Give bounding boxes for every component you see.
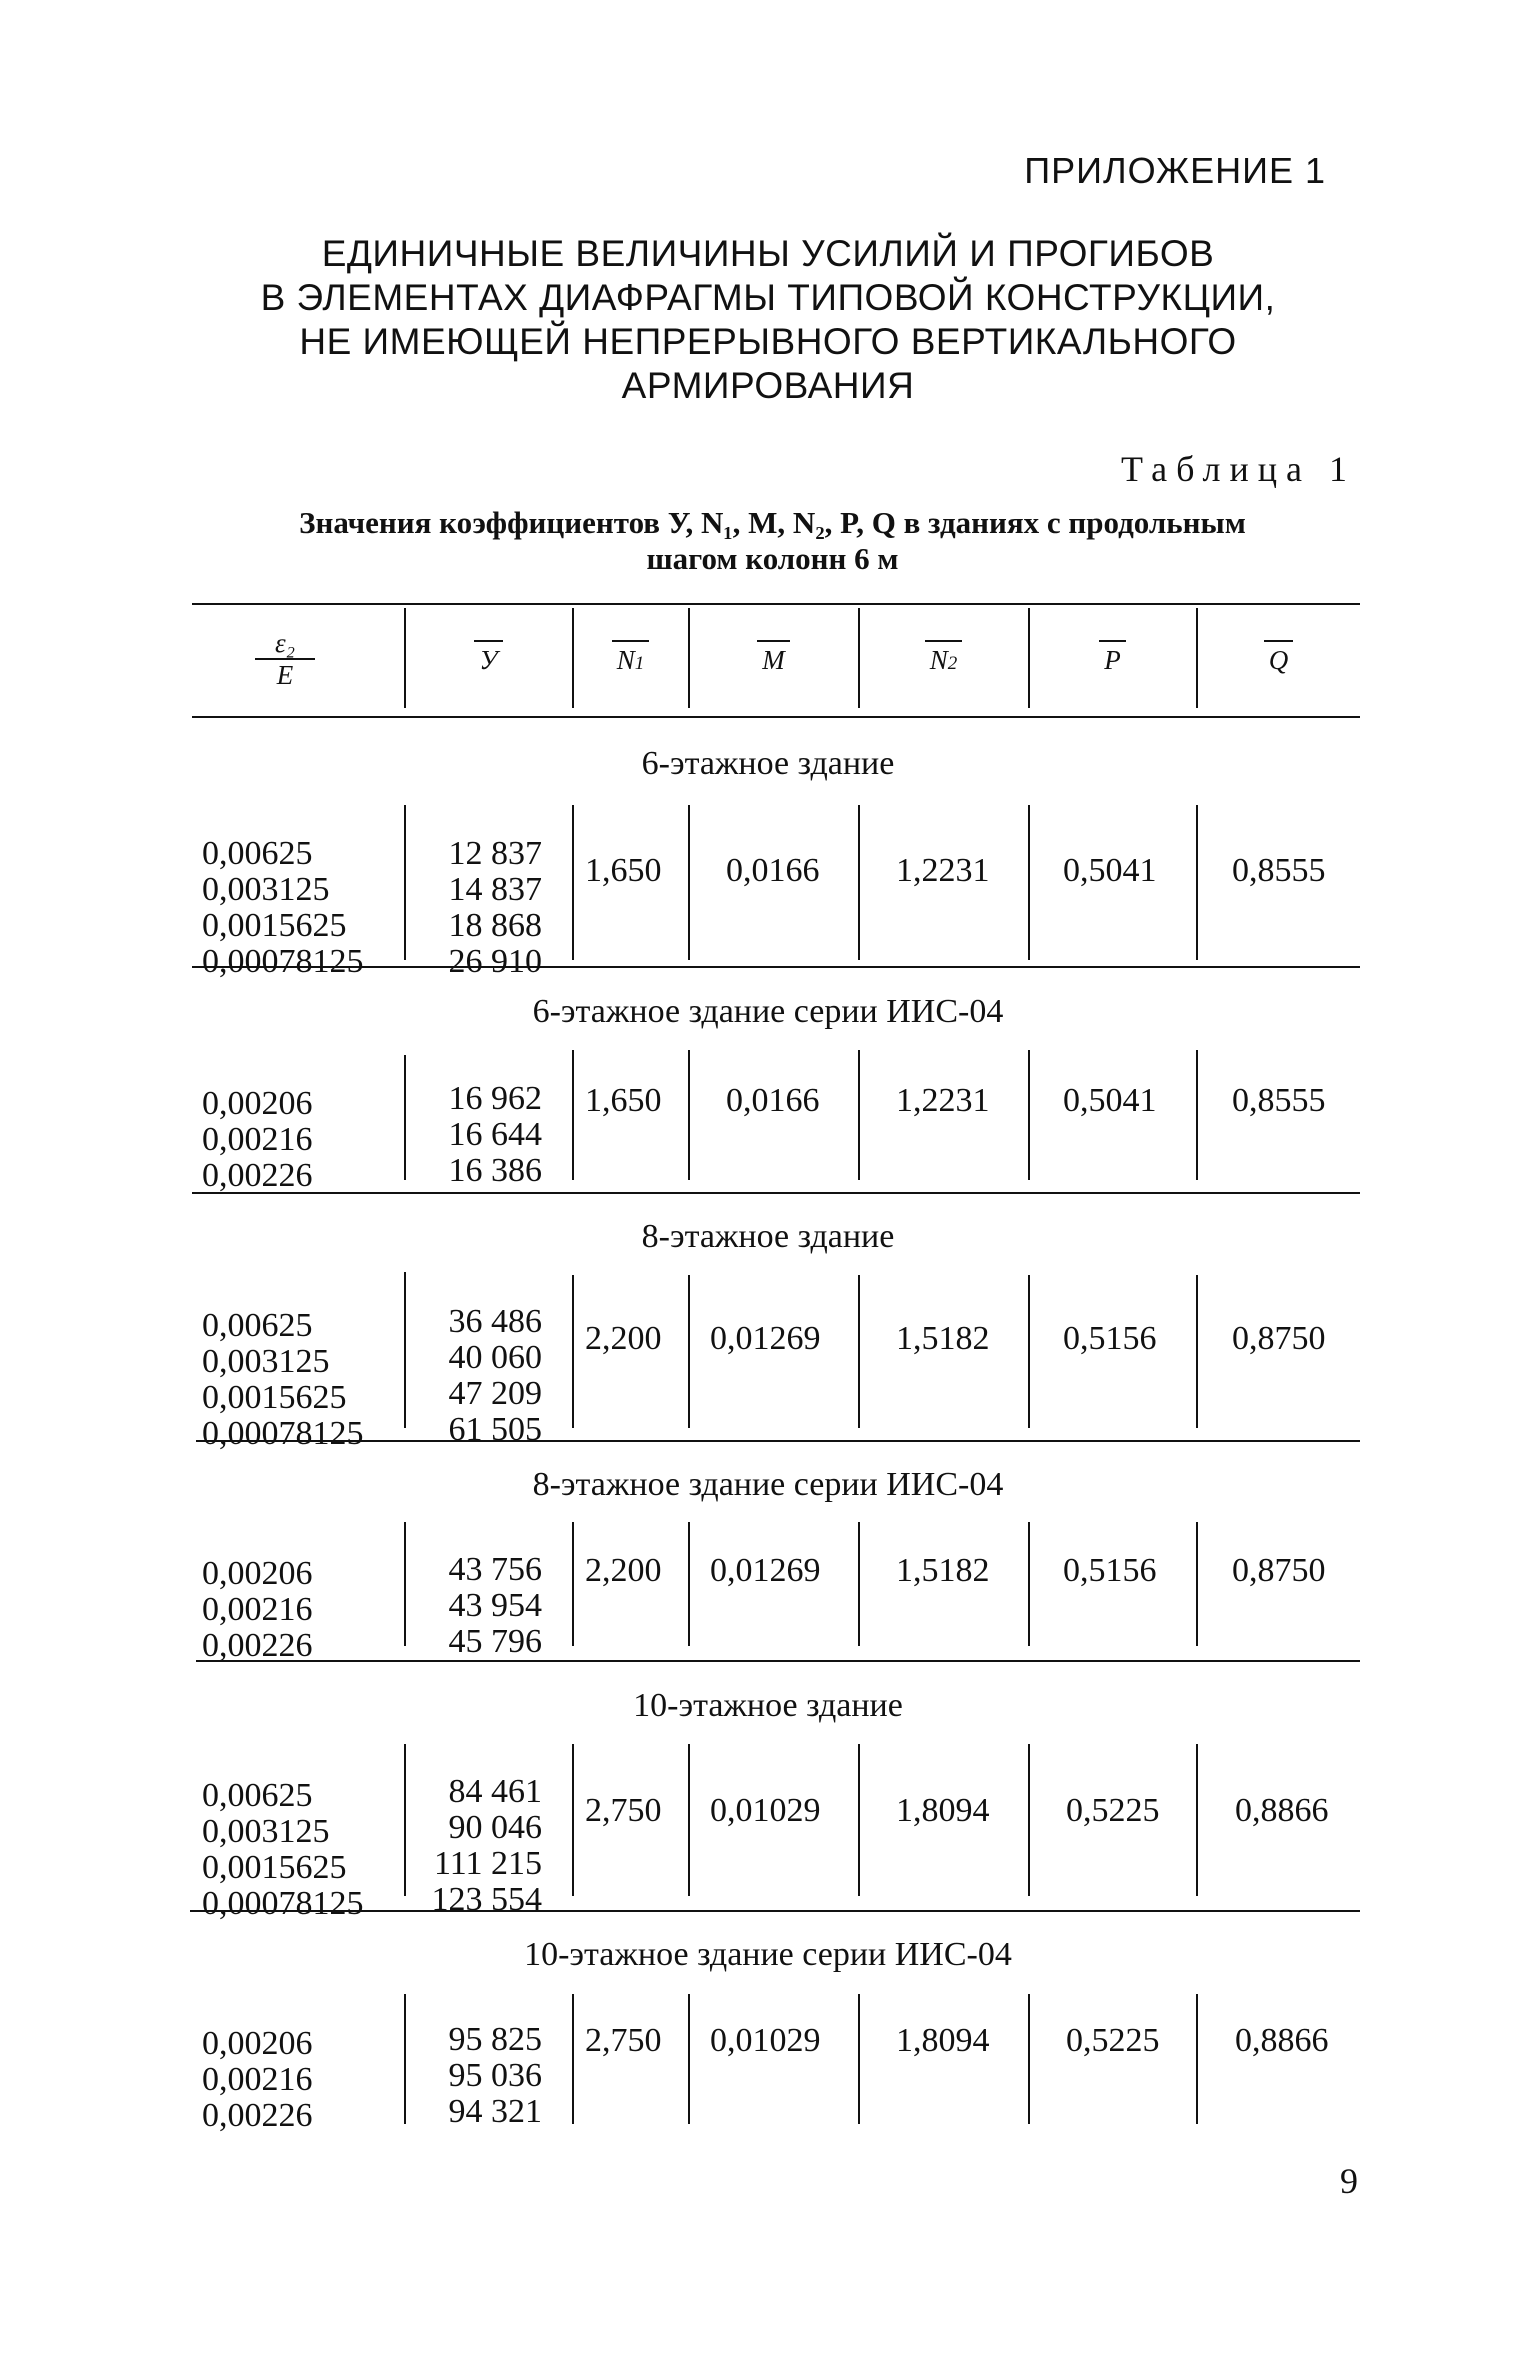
q-value: 0,8750: [1232, 1320, 1326, 1357]
section-title: 8-этажное здание серии ИИС-04: [532, 1466, 1004, 1503]
section-rule: [196, 1660, 1360, 1662]
column-divider: [404, 1055, 406, 1180]
eps-values: [202, 1990, 313, 2170]
n1-value: 1,650: [585, 852, 662, 889]
y-value: 12 837: [448, 835, 542, 872]
eps-values: [202, 1272, 364, 1488]
y-value: 47 209: [448, 1375, 542, 1412]
header-q: Q: [1197, 640, 1360, 676]
y-values: [412, 800, 542, 1016]
y-value: 90 046: [448, 1809, 542, 1846]
column-divider: [404, 1744, 406, 1896]
m-value: 0,0166: [726, 1082, 820, 1119]
eps-value: 0,00206: [202, 1085, 313, 1122]
y-value: 94 321: [448, 2093, 542, 2130]
title-line: ЕДИНИЧНЫЕ ВЕЛИЧИНЫ УСИЛИЙ И ПРОГИБОВ: [321, 233, 1215, 274]
eps-value: 0,00625: [202, 1777, 313, 1814]
title-line: АРМИРОВАНИЯ: [621, 365, 915, 406]
n2-value: 1,5182: [896, 1552, 990, 1589]
title-line: В ЭЛЕМЕНТАХ ДИАФРАГМЫ ТИПОВОЙ КОНСТРУКЦИИ,: [260, 277, 1276, 318]
caption-line: шагом колонн 6 м: [646, 541, 899, 576]
y-value: 111 215: [434, 1845, 542, 1882]
y-value: 26 910: [448, 943, 542, 980]
p-value: 0,5225: [1066, 2022, 1160, 2059]
eps-values: [202, 1050, 313, 1230]
eps-value: 0,00216: [202, 1121, 313, 1158]
column-divider: [404, 805, 406, 960]
title-line: НЕ ИМЕЮЩЕЙ НЕПРЕРЫВНОГО ВЕРТИКАЛЬНОГО: [299, 321, 1237, 362]
column-divider: [688, 805, 690, 960]
eps-denominator: E: [276, 660, 294, 690]
eps-value: 0,00625: [202, 1307, 313, 1344]
column-divider: [688, 1994, 690, 2124]
eps-value: 0,0015625: [202, 1379, 347, 1416]
y-value: 123 554: [431, 1881, 542, 1918]
column-divider: [404, 1272, 406, 1428]
column-divider: [858, 1744, 860, 1896]
header-y: У: [405, 640, 572, 676]
page-number: 9: [1340, 2161, 1358, 2201]
eps-value: 0,003125: [202, 1813, 330, 1850]
section-title: 10-этажное здание серии ИИС-04: [524, 1936, 1012, 1973]
q-value: 0,8750: [1232, 1552, 1326, 1589]
column-divider: [1196, 1522, 1198, 1646]
section-title: 6-этажное здание серии ИИС-04: [532, 993, 1004, 1030]
header-p: P: [1029, 640, 1196, 676]
column-divider: [572, 805, 574, 960]
section-title: 10-этажное здание: [633, 1687, 903, 1724]
y-value: 16 386: [448, 1152, 542, 1189]
column-divider: [1196, 1744, 1198, 1896]
y-value: 95 036: [448, 2057, 542, 2094]
y-values: [412, 1516, 542, 1696]
column-divider: [688, 1275, 690, 1428]
m-value: 0,0166: [726, 852, 820, 889]
caption-line: Значения коэффициентов У, N₁, M, N₂, P, Q в зданиях с продольным: [299, 505, 1246, 540]
eps-value: 0,00078125: [202, 1415, 364, 1452]
column-divider: [688, 1744, 690, 1896]
m-value: 0,01269: [710, 1552, 821, 1589]
document-title: [0, 232, 1536, 408]
column-divider: [1028, 1744, 1030, 1896]
eps-value: 0,00226: [202, 1157, 313, 1194]
column-divider: [1196, 805, 1198, 960]
column-divider: [572, 1744, 574, 1896]
n2-value: 1,8094: [896, 1792, 990, 1829]
header-bottom-rule: [192, 716, 1360, 718]
p-value: 0,5225: [1066, 1792, 1160, 1829]
eps-values: [202, 1520, 313, 1700]
eps-value: 0,003125: [202, 1343, 330, 1380]
y-value: 84 461: [448, 1773, 542, 1810]
eps-values: [202, 800, 364, 1016]
n2-value: 1,2231: [896, 1082, 990, 1119]
column-divider: [1196, 1994, 1198, 2124]
section-rule: [190, 1910, 1360, 1912]
n2-value: 1,8094: [896, 2022, 990, 2059]
m-value: 0,01029: [710, 2022, 821, 2059]
column-divider: [404, 1522, 406, 1646]
column-divider: [858, 805, 860, 960]
eps-value: 0,00078125: [202, 943, 364, 980]
eps-value: 0,00206: [202, 2025, 313, 2062]
header-m: M: [689, 640, 858, 676]
y-value: 40 060: [448, 1339, 542, 1376]
q-value: 0,8555: [1232, 852, 1326, 889]
section-title: 8-этажное здание: [641, 1218, 895, 1255]
header-n2: N2: [859, 640, 1028, 676]
y-value: 43 756: [448, 1551, 542, 1588]
q-value: 0,8866: [1235, 1792, 1329, 1829]
table-top-rule: [192, 603, 1360, 605]
p-value: 0,5156: [1063, 1552, 1157, 1589]
n1-value: 2,750: [585, 1792, 662, 1829]
q-value: 0,8555: [1232, 1082, 1326, 1119]
y-value: 43 954: [448, 1587, 542, 1624]
column-divider: [688, 1050, 690, 1180]
header-n1: N1: [573, 640, 688, 676]
table-number: Таблица 1: [1121, 449, 1356, 489]
column-divider: [404, 1994, 406, 2124]
eps-value: 0,00226: [202, 2097, 313, 2134]
eps-value: 0,00226: [202, 1627, 313, 1664]
column-divider: [858, 1275, 860, 1428]
column-divider: [572, 1050, 574, 1180]
appendix-label: ПРИЛОЖЕНИЕ 1: [1024, 150, 1326, 191]
y-value: 36 486: [448, 1303, 542, 1340]
y-value: 16 644: [448, 1116, 542, 1153]
column-divider: [1196, 1275, 1198, 1428]
y-values: [412, 1986, 542, 2166]
eps-value: 0,0015625: [202, 1849, 347, 1886]
q-value: 0,8866: [1235, 2022, 1329, 2059]
n2-value: 1,5182: [896, 1320, 990, 1357]
eps-value: 0,00206: [202, 1555, 313, 1592]
y-value: 95 825: [448, 2021, 542, 2058]
eps-value: 0,003125: [202, 871, 330, 908]
y-value: 18 868: [448, 907, 542, 944]
eps-numerator: ε₂: [255, 628, 315, 660]
column-divider: [1028, 1050, 1030, 1180]
n1-value: 2,200: [585, 1320, 662, 1357]
n1-value: 2,200: [585, 1552, 662, 1589]
eps-value: 0,00216: [202, 2061, 313, 2098]
column-divider: [858, 1050, 860, 1180]
p-value: 0,5156: [1063, 1320, 1157, 1357]
column-divider: [1028, 805, 1030, 960]
section-rule: [192, 966, 1360, 968]
eps-values: [202, 1742, 364, 1958]
y-values: [412, 1045, 542, 1225]
section-rule: [192, 1192, 1360, 1194]
m-value: 0,01269: [710, 1320, 821, 1357]
p-value: 0,5041: [1063, 852, 1157, 889]
y-value: 61 505: [448, 1411, 542, 1448]
y-value: 45 796: [448, 1623, 542, 1660]
y-value: 14 837: [448, 871, 542, 908]
n2-value: 1,2231: [896, 852, 990, 889]
column-divider: [572, 1275, 574, 1428]
eps-value: 0,00216: [202, 1591, 313, 1628]
column-divider: [1196, 1050, 1198, 1180]
y-value: 16 962: [448, 1080, 542, 1117]
section-rule: [196, 1440, 1360, 1442]
header-eps-ratio: [255, 628, 315, 690]
column-divider: [572, 1522, 574, 1646]
eps-value: 0,00625: [202, 835, 313, 872]
y-values: [412, 1268, 542, 1484]
column-divider: [1028, 1994, 1030, 2124]
n1-value: 1,650: [585, 1082, 662, 1119]
eps-value: 0,00078125: [202, 1885, 364, 1922]
table-caption: [185, 505, 1360, 577]
column-divider: [1028, 1275, 1030, 1428]
column-divider: [572, 1994, 574, 2124]
m-value: 0,01029: [710, 1792, 821, 1829]
column-divider: [858, 1522, 860, 1646]
eps-value: 0,0015625: [202, 907, 347, 944]
y-values: [412, 1738, 542, 1954]
p-value: 0,5041: [1063, 1082, 1157, 1119]
column-divider: [688, 1522, 690, 1646]
section-title: 6-этажное здание: [641, 745, 895, 782]
n1-value: 2,750: [585, 2022, 662, 2059]
column-divider: [858, 1994, 860, 2124]
column-divider: [1028, 1522, 1030, 1646]
